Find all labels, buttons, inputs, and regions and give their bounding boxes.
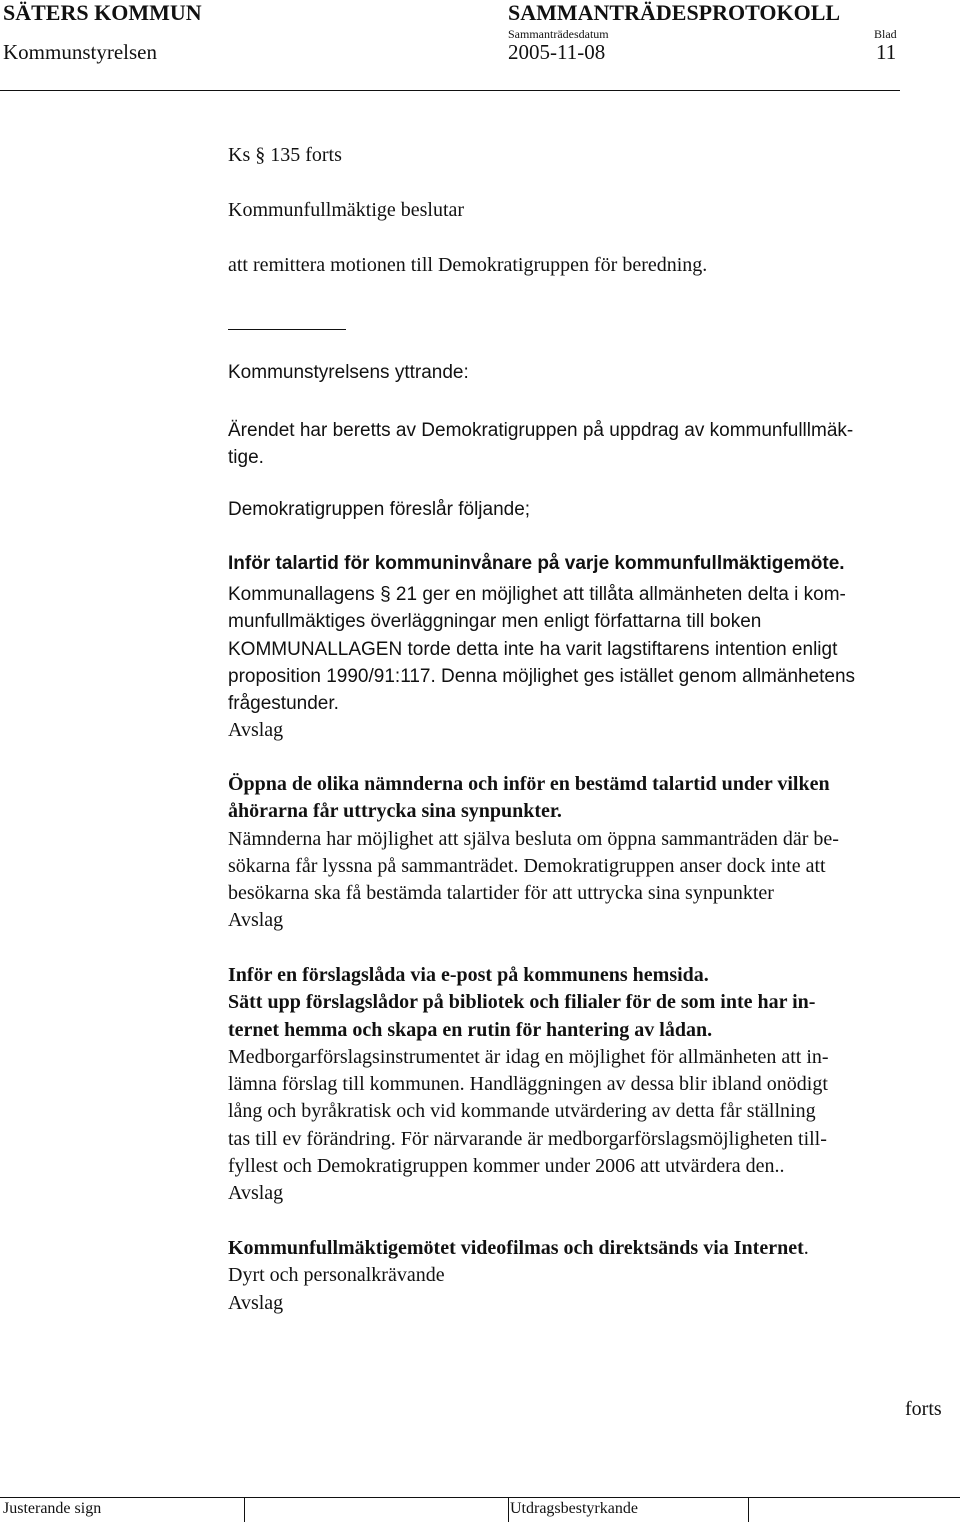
- proposal-2-verdict: Avslag: [228, 909, 284, 932]
- proposal-3-title-line: Sätt upp förslagslådor på bibliotek och filialer för de som inte har in-: [228, 991, 816, 1014]
- page-label: Blad: [874, 27, 897, 41]
- proposal-intro: Demokratigruppen föreslår följande;: [228, 499, 531, 520]
- body-line: Nämnderna har möjlighet att själva besluta om öppna sammanträden där be-: [228, 827, 839, 850]
- body-line: sökarna får lyssna på sammanträdet. Demokratigruppen anser dock inte att: [228, 854, 826, 877]
- proposal-1-body: [228, 581, 953, 745]
- decision-text: att remittera motionen till Demokratigruppen för beredning.: [228, 254, 708, 276]
- proposal-4-title-end: .: [803, 1237, 809, 1259]
- statement-heading: Kommunstyrelsens yttrande:: [228, 362, 469, 383]
- proposal-4-verdict: Avslag: [228, 1291, 284, 1314]
- body-line: Dyrt och personalkrävande: [228, 1264, 445, 1287]
- body-line: KOMMUNALLAGEN torde detta inte ha varit lagstiftarens intention enligt: [228, 638, 838, 660]
- section-divider: [228, 329, 346, 330]
- proposal-3-verdict: Avslag: [228, 1182, 284, 1205]
- preparation-text: [228, 417, 853, 472]
- body-line: munfullmäktiges överläggningar men enligt författarna till boken: [228, 611, 762, 633]
- body-line: proposition 1990/91:117. Denna möjlighet ges istället genom allmänhetens: [228, 665, 856, 687]
- proposal-2-title-line: åhörarna får uttrycka sina synpunkter.: [228, 800, 562, 823]
- body-line: fyllest och Demokratigruppen kommer under 2006 att utvärdera den..: [228, 1155, 785, 1178]
- proposal-3-title-line: ternet hemma och skapa en rutin för hantering av lådan.: [228, 1018, 713, 1041]
- proposal-3: [228, 962, 953, 1208]
- page-number: 11: [876, 40, 897, 64]
- proposal-1-verdict: Avslag: [228, 719, 284, 742]
- footer-divider: [508, 1497, 509, 1522]
- continued-marker: forts: [905, 1398, 942, 1420]
- decision-intro: Kommunfullmäktige beslutar: [228, 199, 465, 221]
- footer-divider: [244, 1497, 245, 1522]
- meeting-date: 2005-11-08: [508, 40, 606, 64]
- header-rule: [0, 90, 900, 91]
- footer-divider: [748, 1497, 749, 1522]
- proposal-4-title: Kommunfullmäktigemötet videofilmas och direktsänds via Internet: [228, 1237, 804, 1259]
- proposal-2: [228, 771, 953, 935]
- date-label: Sammanträdesdatum: [508, 27, 609, 41]
- proposal-2-title-line: Öppna de olika nämnderna och inför en bestämd talartid under vilken: [228, 773, 830, 795]
- preparation-line: Ärendet har beretts av Demokratigruppen på uppdrag av kommunfulllmäk-: [228, 420, 854, 441]
- body-line: lång och byråkratisk och vid kommande utvärdering av detta får ställning: [228, 1100, 816, 1123]
- document-type: SAMMANTRÄDESPROTOKOLL: [508, 0, 841, 25]
- proposal-4-title-row: [228, 1235, 953, 1262]
- org-name: SÄTERS KOMMUN: [3, 0, 202, 25]
- body-line: lämna förslag till kommunen. Handläggningen av dessa blir ibland onödigt: [228, 1073, 828, 1096]
- body-line: Kommunallagens § 21 ger en möjlighet att tillåta allmänheten delta i kom-: [228, 584, 846, 605]
- proposal-1-title: Inför talartid för kommuninvånare på varje kommunfullmäktigemöte.: [228, 553, 845, 574]
- body-line: tas till ev förändring. För närvarande är medborgarförslagsmöjligheten till-: [228, 1127, 827, 1150]
- proposal-4: [228, 1235, 953, 1317]
- footer-rule: [0, 1497, 960, 1498]
- committee-name: Kommunstyrelsen: [3, 40, 157, 64]
- body-line: Medborgarförslagsinstrumentet är idag en möjlighet för allmänheten att in-: [228, 1045, 829, 1068]
- preparation-line: tige.: [228, 447, 264, 469]
- signature-label: Justerande sign: [3, 1500, 102, 1517]
- case-reference: Ks § 135 forts: [228, 144, 342, 166]
- extract-certification-label: Utdragsbestyrkande: [510, 1500, 638, 1517]
- proposal-3-title-line: Inför en förslagslåda via e-post på kommunens hemsida.: [228, 964, 709, 986]
- body-line: frågestunder.: [228, 693, 339, 715]
- body-line: besökarna ska få bestämda talartider för att uttrycka sina synpunkter: [228, 882, 774, 905]
